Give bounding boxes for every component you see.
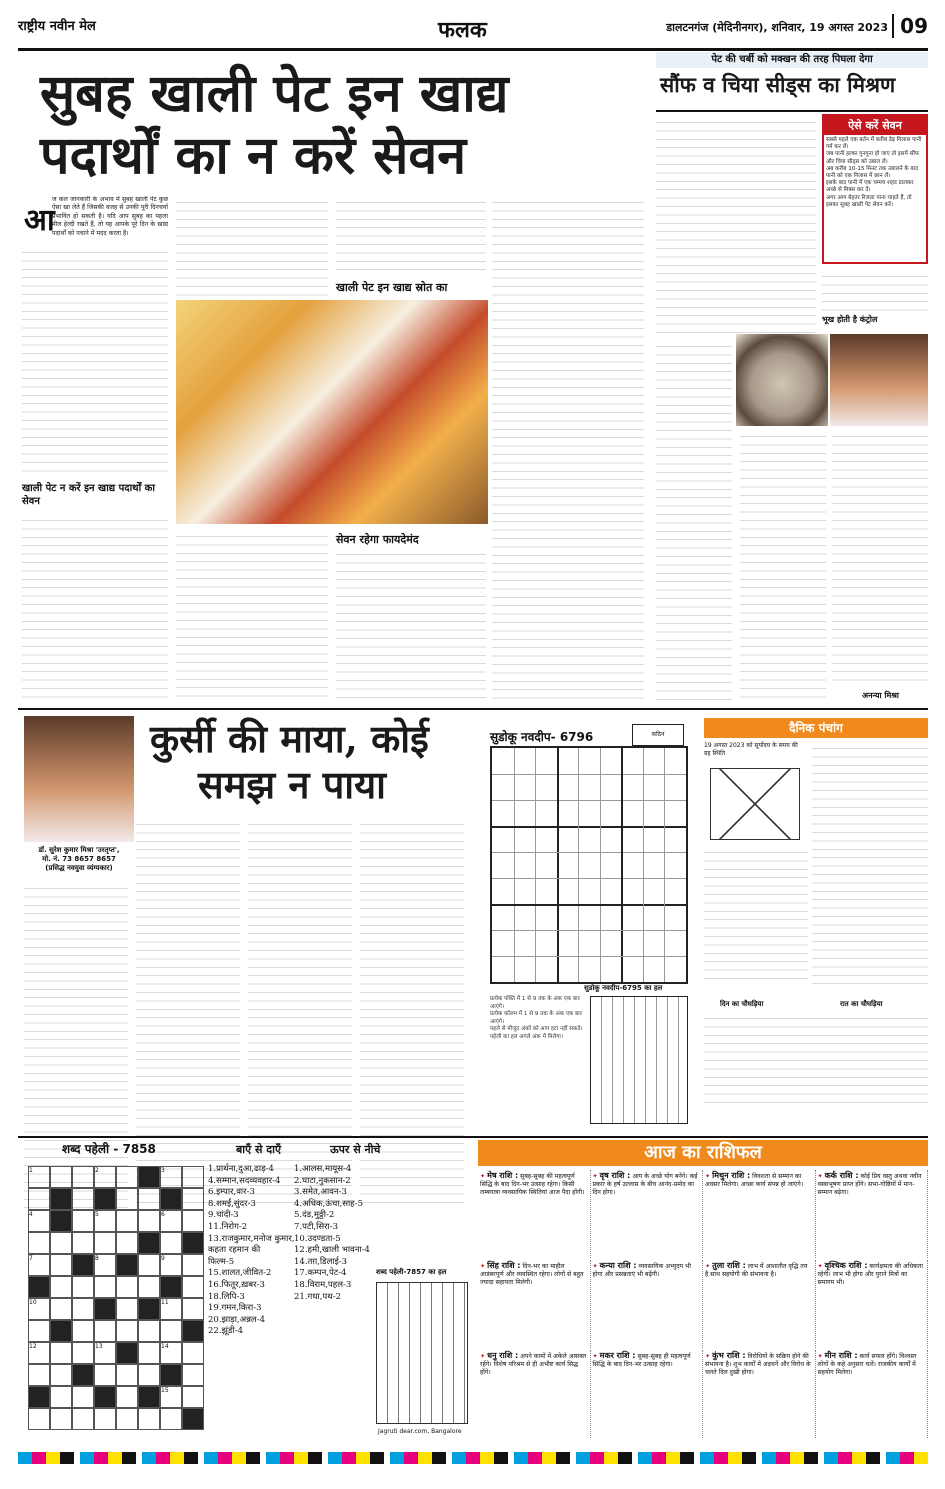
rashi-name: कुंभ राशि : [712,1351,746,1360]
crossword-cell[interactable] [182,1342,204,1364]
crossword-cell[interactable] [182,1298,204,1320]
crossword-cell[interactable] [28,1188,50,1210]
sudoku-rule: प्रत्येक पंक्ति में 1 से 9 तक के अंक एक बार आएंगे। [490,996,580,1010]
panchang-table [704,1012,928,1108]
usage-step: अब करीब 10-15 मिनट तक उबालने के बाद पानी को एक गिलास में छान लें। [826,165,919,180]
crossword-cell[interactable] [50,1166,72,1188]
rashi-name: वृश्चिक राशि : [824,1261,868,1270]
rashi-card [478,1260,591,1348]
sudoku-grid-line [492,878,686,879]
lead-column-1 [22,246,168,478]
crossword-cell[interactable]: 13 [94,1342,116,1364]
lead-column-2b [176,530,328,702]
sudoku-grid-line [643,748,644,982]
crossword-cell[interactable] [72,1232,94,1254]
down-clue: 1.आलस,मायूस-4 [294,1164,352,1174]
sudoku-rule: पहेली का हल अगले अंक में मिलेगा। [490,1033,564,1040]
side-column-2b [740,430,826,702]
crossword-cell[interactable] [28,1232,50,1254]
crossword-cell[interactable] [182,1276,204,1298]
crossword-cell[interactable] [138,1276,160,1298]
panchang-day-label: दिन का चौघड़िया [720,1000,764,1008]
crossword-cell[interactable]: 5 [94,1210,116,1232]
crossword-cell[interactable] [160,1408,182,1430]
crossword-cell[interactable] [182,1166,204,1188]
rashi-name: मिथुन राशि : [712,1171,751,1180]
crossword-cell[interactable] [182,1386,204,1408]
rashi-card [478,1350,591,1438]
across-clue: फिल्म-5 [208,1256,235,1267]
crossword-cell[interactable]: 6 [160,1210,182,1232]
rashi-name: तुला राशि : [712,1261,746,1270]
breakfast-photo [176,300,488,524]
sudoku-grid[interactable] [490,746,688,984]
panchang-night-label: रात का चौघड़िया [840,1000,883,1008]
waist-measure-photo [830,334,928,426]
crossword-cell[interactable]: 10 [28,1298,50,1320]
down-clue: 12.हमी,खाली भावना-4 [294,1245,370,1256]
side-column-3 [832,430,928,688]
down-clue: 7.पटी,सिरा-3 [294,1221,339,1232]
crossword-cell[interactable] [138,1188,160,1210]
rashi-card [816,1350,929,1438]
lead-column-3 [336,196,486,276]
zodiac-icon: ✦ [592,1353,600,1360]
crossword-cell[interactable] [28,1364,50,1386]
sudoku-grid-line [492,852,686,853]
crossword-cell[interactable] [94,1408,116,1430]
across-clue: 1.प्रार्थना,दुआ,ढाड़-4 [208,1164,274,1174]
lead-subhead-1: खाली पेट न करें इन खाद्य पदार्थों का सेवन [22,483,155,507]
crossword-cell[interactable] [72,1298,94,1320]
across-clue: 13.राजकुमार,मनोज कुमार, [208,1233,295,1244]
crossword-cell[interactable] [160,1188,182,1210]
crossword-cell[interactable] [72,1320,94,1342]
rashi-text: सुबह-सुबह ही महत्वपूर्ण सिद्धि के बाद दिन-भर उत्साह रहेगा। [592,1353,691,1368]
zodiac-icon: ✦ [480,1353,488,1360]
author-info [24,846,134,873]
rashi-name: कर्क राशि : [824,1171,859,1180]
sudoku-solution-grid [590,996,688,1124]
rashi-text: आय के अच्छे योग बनेंगे। कई प्रकार के हर्ष उल्लास के बीच आनंद-प्रमोद का दिन होगा। [592,1173,698,1196]
masthead [18,14,928,51]
crossword-cell[interactable] [94,1320,116,1342]
crossword-cell[interactable] [50,1342,72,1364]
crossword-cell[interactable] [138,1342,160,1364]
down-clue: 18.विराम,पहल-3 [294,1279,352,1290]
sudoku-grid-line [492,774,686,775]
rashi-name: वृष राशि : [599,1171,631,1180]
crossword-cell[interactable] [138,1210,160,1232]
crossword-cell[interactable] [94,1276,116,1298]
crossword-grid[interactable] [28,1166,204,1430]
rashi-text: अपने कामों में अकेले आसक्त रहेंगे। विशेष परिश्रम से ही अभीष्ट कार्य सिद्ध होंगे। [480,1353,587,1376]
usage-step: जब पानी हल्का गुनगुना हो जाए तो इसमें सौंफ और चिया सीड्स को उबाल लें। [826,151,920,165]
down-clue: 4.अधिक,ऊंचा,साह-5 [294,1198,363,1209]
sudoku-rule: पहले से मौजूद अंकों को आप हटा नहीं सकते। [490,1026,583,1033]
sudoku-grid-line [492,800,686,801]
sudoku-rule: प्रत्येक कॉलम में 1 से 9 तक के अंक एक बार आएंगे। [490,1011,582,1025]
zodiac-icon: ✦ [705,1263,713,1270]
crossword-cell[interactable]: 15 [160,1386,182,1408]
crossword-cell[interactable] [116,1188,138,1210]
rashi-text: सुबह-सुबह की महत्वपूर्ण सिद्धि के बाद दिन-भर उत्साह रहेगा। किसी लम्बयात्रा व्यवसायिक स्थितियां आज पैदा होंगी। [480,1173,585,1196]
sudoku-rules [490,996,588,1042]
rashi-text: कार्य सफल होंगे। विश्वस्त लोगों के कहे अनुसार चलें। राजकीय कार्यों में सहयोग मिलेगा। [817,1353,917,1376]
side-kicker: पेट की चर्बी को मक्खन की तरह पिघला देगा [656,52,928,68]
rashi-text: दिन-भर का माहौल आडंबरपूर्ण और व्यवस्थित रहेगा। लोगों से बहुत ज्यादा सहायता मिलेगी। [480,1263,584,1286]
across-clue: 15.शालत,जीवित-2 [208,1268,272,1279]
author-tag: (प्रसिद्ध नवयुवा व्यंग्यकार) [45,864,113,872]
zodiac-icon: ✦ [817,1173,825,1180]
crossword-cell[interactable] [182,1364,204,1386]
rashi-name: सिंह राशि : [487,1261,521,1270]
down-clue: 17.कम्पन,पेट-4 [294,1268,347,1279]
crossword-cell[interactable] [94,1364,116,1386]
lead-column-3b [336,548,486,702]
crossword-cell[interactable] [28,1276,50,1298]
crossword-cell[interactable] [182,1408,204,1430]
down-clue: 14.तग़,डिलाई-3 [294,1256,348,1267]
crossword-cell[interactable] [160,1232,182,1254]
sudoku-grid-line [535,748,536,982]
crossword-cell[interactable] [50,1276,72,1298]
zodiac-icon: ✦ [480,1263,488,1270]
rashi-text: कार्यक्षमता की अधिकता रहेगी। लाभ भी होगा और पुराने मित्रों का समागम भी। [817,1263,923,1286]
rashi-card [703,1260,816,1348]
rashifal-grid [478,1170,928,1440]
crossword-cell[interactable]: 14 [160,1342,182,1364]
crossword-cell[interactable] [94,1188,116,1210]
across-clue: 6.इम्पार,वार-3 [208,1187,255,1198]
color-registration-bar [18,1452,928,1464]
side-subhead: भूख होती है कंट्रोल [822,315,878,324]
rashi-card [816,1260,929,1348]
crossword-cell[interactable] [116,1166,138,1188]
crossword-cell[interactable] [94,1232,116,1254]
crossword-cell[interactable]: 9 [160,1254,182,1276]
crossword-cell[interactable] [72,1166,94,1188]
rashi-card [816,1170,929,1258]
page-number: 09 [892,14,928,38]
across-clue: 4.सम्मान,सदव्यवहार-4 [208,1175,281,1186]
section-divider-2 [18,1136,928,1138]
sudoku-grid-line [492,904,686,906]
sudoku-grid-line [514,748,515,982]
kundli-chart [710,768,800,840]
crossword-cell[interactable] [160,1364,182,1386]
crossword-cell[interactable] [72,1210,94,1232]
sudoku-grid-line [492,956,686,957]
usage-step: अगर आप बेहतर रिजल्ट पाना चाहते हैं, तो इसका सुबह खाली पेट सेवन करें। [826,194,912,208]
side-rule [656,110,928,112]
crossword-cell[interactable] [28,1320,50,1342]
crossword-cell[interactable] [72,1254,94,1276]
zodiac-icon: ✦ [705,1353,713,1360]
sudoku-grid-line [557,748,559,982]
crossword-cell[interactable] [28,1408,50,1430]
rashi-card [478,1170,591,1258]
usage-box [822,114,928,264]
crossword-cell[interactable] [50,1210,72,1232]
crossword-cell[interactable] [50,1254,72,1276]
across-clue: कहता रहमान की [208,1245,261,1256]
sudoku-solution-title: सुडोकू नवदीप-6795 का हल [584,984,663,992]
usage-step: इसके बाद पानी में एक चम्मच शहद डालकर अच्छे से मिक्स कर दें। [826,180,914,194]
across-clue: 8.शमईं,सुंदर-3 [208,1198,256,1209]
crossword-cell[interactable] [50,1320,72,1342]
lead-headline-line1: सुबह खाली पेट इन खाद्य [40,63,509,124]
crossword-cell[interactable]: 12 [28,1342,50,1364]
across-clues [208,1164,296,1338]
lead-headline-line2: पदार्थों का न करें सेवन [40,125,467,186]
zodiac-icon: ✦ [480,1173,488,1180]
feature-headline-line2: समझ न पाया [198,762,386,807]
crossword-cell[interactable] [182,1232,204,1254]
crossword-cell[interactable] [28,1386,50,1408]
rashi-text: विवशता से सम्मान का अवसर मिलेगा। अच्छा कार्य संपन्न हो जाएंगे। [705,1173,804,1188]
crossword-cell[interactable]: 4 [28,1210,50,1232]
lead-intro: ज कल जानकारी के अभाव में सुबह खाली पेट कुछ ऐसा खा लेते हैं जिसकी वजह से उनकी पूरी दिनचर्या प्रभावित हो सकती है। यदि आप सुबह का पहला मील हेल्दी रखते हैं, तो यह आपके पूरे दिन के खाद्य पदार्थों को पचाने में मदद करता है। [52,196,168,237]
rashi-text: कोई प्रिय वस्तु अथवा नवीन वस्त्राभूषण प्राप्त होंगे। सभा-गोष्ठियों में मान-सम्मान बढ़ेगा। [817,1173,922,1196]
crossword-cell[interactable]: 11 [160,1298,182,1320]
author-phone: मो. नं. 73 8657 8657 [42,855,116,863]
across-clue: 18.लिपि-3 [208,1291,245,1302]
across-clue: 11.निरोग-2 [208,1221,248,1232]
crossword-solution-title: शब्द पहेली-7857 का हल [376,1268,447,1276]
crossword-cell[interactable] [72,1188,94,1210]
side-column-1b [656,340,732,702]
lead-column-4 [492,196,644,702]
dropcap: आ [24,203,55,238]
down-clue: 21.गधा,पथ-2 [294,1291,341,1302]
crossword-cell[interactable] [116,1298,138,1320]
zodiac-icon: ✦ [817,1353,825,1360]
author-photo [24,716,134,842]
rashi-name: कन्या राशि : [599,1261,637,1270]
crossword-cell[interactable] [116,1364,138,1386]
panchang-column-2 [812,742,928,986]
rashi-name: मकर राशि : [599,1351,636,1360]
zodiac-icon: ✦ [705,1173,713,1180]
crossword-cell[interactable] [138,1254,160,1276]
crossword-cell[interactable] [182,1254,204,1276]
rashi-name: धनु राशि : [487,1351,519,1360]
crossword-cell[interactable] [182,1320,204,1342]
crossword-cell[interactable] [72,1276,94,1298]
section-divider [18,708,928,710]
crossword-cell[interactable] [160,1320,182,1342]
sudoku-grid-line [492,930,686,931]
sudoku-grid-line [492,826,686,828]
crossword-cell[interactable] [50,1364,72,1386]
crossword-cell[interactable] [138,1298,160,1320]
panchang-column-1 [704,846,808,986]
credit: Jagruti dear.com, Bangalore [378,1428,462,1435]
across-clue: 9.चांदी-3 [208,1210,239,1221]
lead-column-2 [176,196,328,300]
rashi-text: व्यवसायिक अभ्युदय भी होगा और प्रसन्नताएं भी बढ़ेंगी। [592,1263,691,1278]
crossword-cell[interactable] [138,1232,160,1254]
crossword-cell[interactable] [116,1210,138,1232]
crossword-cell[interactable] [72,1342,94,1364]
down-clues [294,1164,374,1303]
down-clue: 2.घाटा,नुकसान-2 [294,1175,351,1186]
across-clue: 22.झूंडी-4 [208,1326,243,1337]
down-clue: 10.उदण्डता-5 [294,1233,341,1244]
sudoku-grid-line [600,748,601,982]
sudoku-title: सुडोकू नवदीप- 6796 [490,730,594,744]
rashi-card [591,1260,704,1348]
crossword-cell[interactable] [138,1166,160,1188]
rashi-card [703,1170,816,1258]
crossword-cell[interactable]: 7 [28,1254,50,1276]
across-clue: 16.फितूर,ख़बर-3 [208,1279,265,1290]
author-name: डॉ. सुरेश कुमार मिश्रा 'उरतृप्त', [38,846,120,854]
crossword-cell[interactable] [50,1232,72,1254]
crossword-cell[interactable] [72,1364,94,1386]
across-clue: 20.झाड़ा,अन्नल-4 [208,1314,265,1325]
sudoku-level: कठिन [632,724,684,746]
down-clue: 5.दंड,मुठ्ठी-2 [294,1210,335,1221]
crossword-cell[interactable]: 3 [160,1166,182,1188]
crossword-cell[interactable] [50,1408,72,1430]
rashifal-title: आज का राशिफल [478,1140,928,1166]
crossword-cell[interactable]: 1 [28,1166,50,1188]
crossword-cell[interactable] [182,1210,204,1232]
sudoku-grid-line [621,748,623,982]
crossword-cell[interactable] [138,1408,160,1430]
down-clue: 3.समेत,आवन-3 [294,1187,347,1198]
crossword-cell[interactable] [50,1298,72,1320]
usage-box-title: ऐसे करें सेवन [824,116,926,135]
crossword-cell[interactable] [116,1254,138,1276]
lead-subhead-2: खाली पेट इन खाद्य स्रोत का [336,281,448,294]
side-headline: सौंफ व चिया सीड्स का मिश्रण [660,72,896,97]
rashi-name: मेष राशि : [487,1171,519,1180]
side-column-2a [822,270,928,314]
feature-headline-line1: कुर्सी की माया, कोई [150,716,429,761]
crossword-cell[interactable] [116,1342,138,1364]
across-heading: बाएँ से दाएँ [236,1143,282,1156]
crossword-cell[interactable] [94,1386,116,1408]
rashi-text: विरोधियों के सक्रिय होने की संभावना है। शुभ कार्यों में अड़चनें और विरोध के चलते दिल दुखी होगा। [705,1353,811,1376]
byline: अनन्या मिश्रा [862,691,900,700]
crossword-cell[interactable]: 8 [94,1254,116,1276]
crossword-cell[interactable] [138,1364,160,1386]
rashi-card [703,1350,816,1438]
crossword-cell[interactable] [160,1276,182,1298]
crossword-cell[interactable] [50,1188,72,1210]
rashi-card [591,1350,704,1438]
zodiac-icon: ✦ [592,1263,600,1270]
dateline: डालटनगंज (मेदिनीनगर), शनिवार, 19 अगस्त 2023 [666,21,888,34]
side-column-1 [656,116,816,334]
zodiac-icon: ✦ [817,1263,825,1270]
crossword-cell[interactable] [116,1386,138,1408]
lead-column-1b [22,514,168,702]
crossword-cell[interactable] [116,1320,138,1342]
chia-seeds-photo [736,334,828,426]
crossword-cell[interactable] [138,1320,160,1342]
lead-subhead-3: सेवन रहेगा फायदेमंद [336,533,419,546]
crossword-title: शब्द पहेली - 7858 [62,1142,156,1156]
crossword-cell[interactable] [116,1276,138,1298]
crossword-cell[interactable] [72,1386,94,1408]
crossword-cell[interactable]: 2 [94,1166,116,1188]
crossword-cell[interactable] [116,1408,138,1430]
crossword-cell[interactable] [138,1386,160,1408]
crossword-cell[interactable] [72,1408,94,1430]
rashi-card [591,1170,704,1258]
usage-step: सबसे पहले एक बर्तन में करीब डेढ़ गिलास पानी गर्म कर लें। [826,137,922,151]
panchang-title: दैनिक पंचांग [704,718,928,738]
feature-column-1 [24,882,128,1208]
paper-name: राष्ट्रीय नवीन मेल [18,19,96,34]
down-heading: ऊपर से नीचे [330,1143,381,1156]
crossword-cell[interactable] [182,1188,204,1210]
rashi-name: मीन राशि : [824,1351,858,1360]
sudoku-grid-line [578,748,579,982]
rashi-text: लाभ में आशातीत वृद्धि तय है साथ सहयोगी की संभावना है। [705,1263,808,1278]
crossword-solution-grid [376,1282,468,1424]
sudoku-grid-line [664,748,665,982]
crossword-cell[interactable] [116,1232,138,1254]
crossword-cell[interactable] [50,1386,72,1408]
section-title: फलक [438,18,487,43]
zodiac-icon: ✦ [592,1173,600,1180]
panchang-date: 19 अगस्त 2023 को सूर्योदय के समय की ग्रह स्थिति [704,742,798,757]
across-clue: 19.गमन,किरा-3 [208,1303,262,1314]
crossword-cell[interactable] [94,1298,116,1320]
